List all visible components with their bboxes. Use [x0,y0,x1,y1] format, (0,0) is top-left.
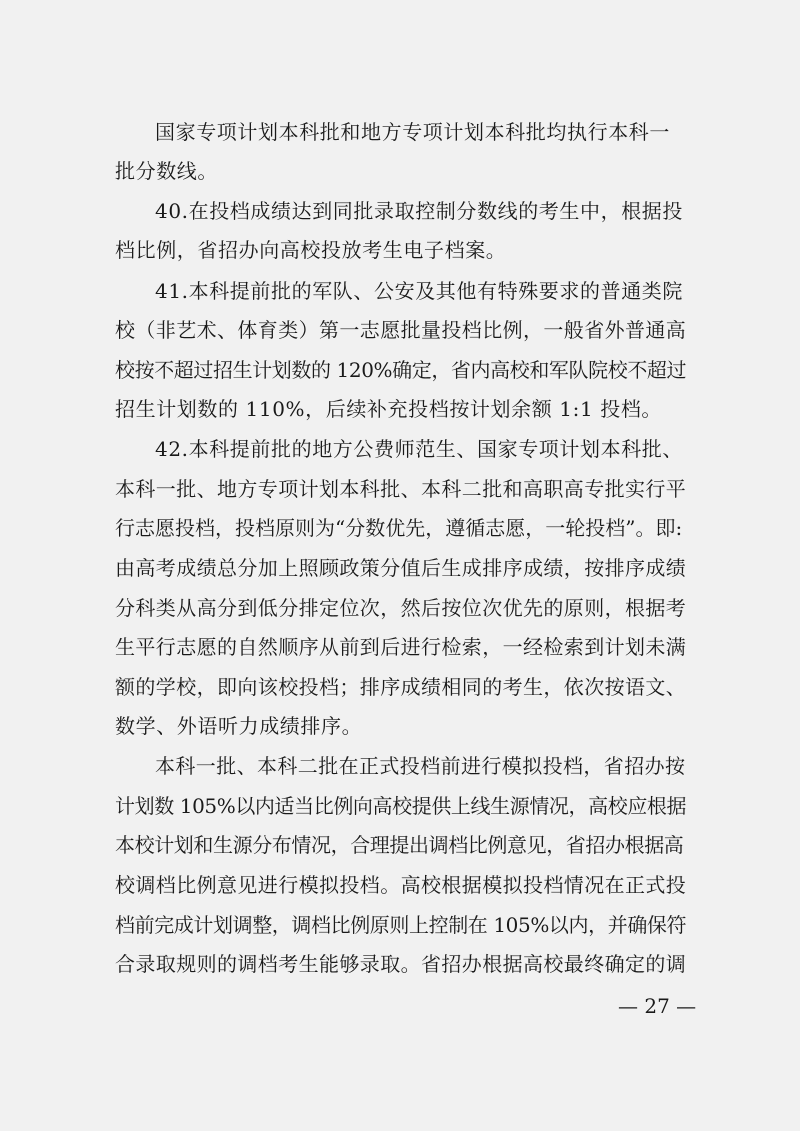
text-line: 国家专项计划本科批和地方专项计划本科批均执行本科一 [155,120,670,144]
text-line: 额的学校，即向该校投档；排序成绩相同的考生，依次按语文、 [115,675,687,699]
text-line: 招生计划数的 110%，后续补充投档按计划余额 1:1 投档。 [115,397,663,421]
text-line: 计划数 105%以内适当比例向高校提供上线生源情况，高校应根据 [115,794,687,818]
text-line: 本校计划和生源分布情况，合理提出调档比例意见，省招办根据高 [115,833,684,857]
text-line: 校调档比例意见进行模拟投档。高校根据模拟投档情况在正式投 [115,873,687,897]
text-line: 由高考成绩总分加上照顾政策分值后生成排序成绩，按排序成绩 [115,556,687,580]
text-line: 本科一批、本科二批在正式投档前进行模拟投档，省招办按 [155,754,686,778]
text-line: 40.在投档成绩达到同批录取控制分数线的考生中，根据投 [155,199,684,223]
text-line: 行志愿投档，投档原则为“分数优先，遵循志愿，一轮投档”。即: [115,516,683,540]
text-line: 档比例，省招办向高校投放考生电子档案。 [115,238,507,262]
page-number: — 27 — [618,994,697,1018]
text-line: 42.本科提前批的地方公费师范生、国家专项计划本科批、 [155,437,684,461]
text-line: 批分数线。 [115,159,218,183]
text-line: 校（非艺术、体育类）第一志愿批量投档比例，一般省外普通高 [115,318,687,342]
text-line: 合录取规则的调档考生能够录取。省招办根据高校最终确定的调 [115,952,687,976]
text-line: 41.本科提前批的军队、公安及其他有特殊要求的普通类院 [155,279,684,303]
text-line: 生平行志愿的自然顺序从前到后进行检索，一经检索到计划未满 [115,635,687,659]
text-line: 分科类从高分到低分排定位次，然后按位次优先的原则，根据考 [115,596,687,620]
text-line: 档前完成计划调整，调档比例原则上控制在 105%以内，并确保符 [115,913,687,937]
text-line: 数学、外语听力成绩排序。 [115,714,363,738]
text-line: 本科一批、地方专项计划本科批、本科二批和高职高专批实行平 [115,477,687,501]
text-line: 校按不超过招生计划数的 120%确定，省内高校和军队院校不超过 [115,358,687,382]
